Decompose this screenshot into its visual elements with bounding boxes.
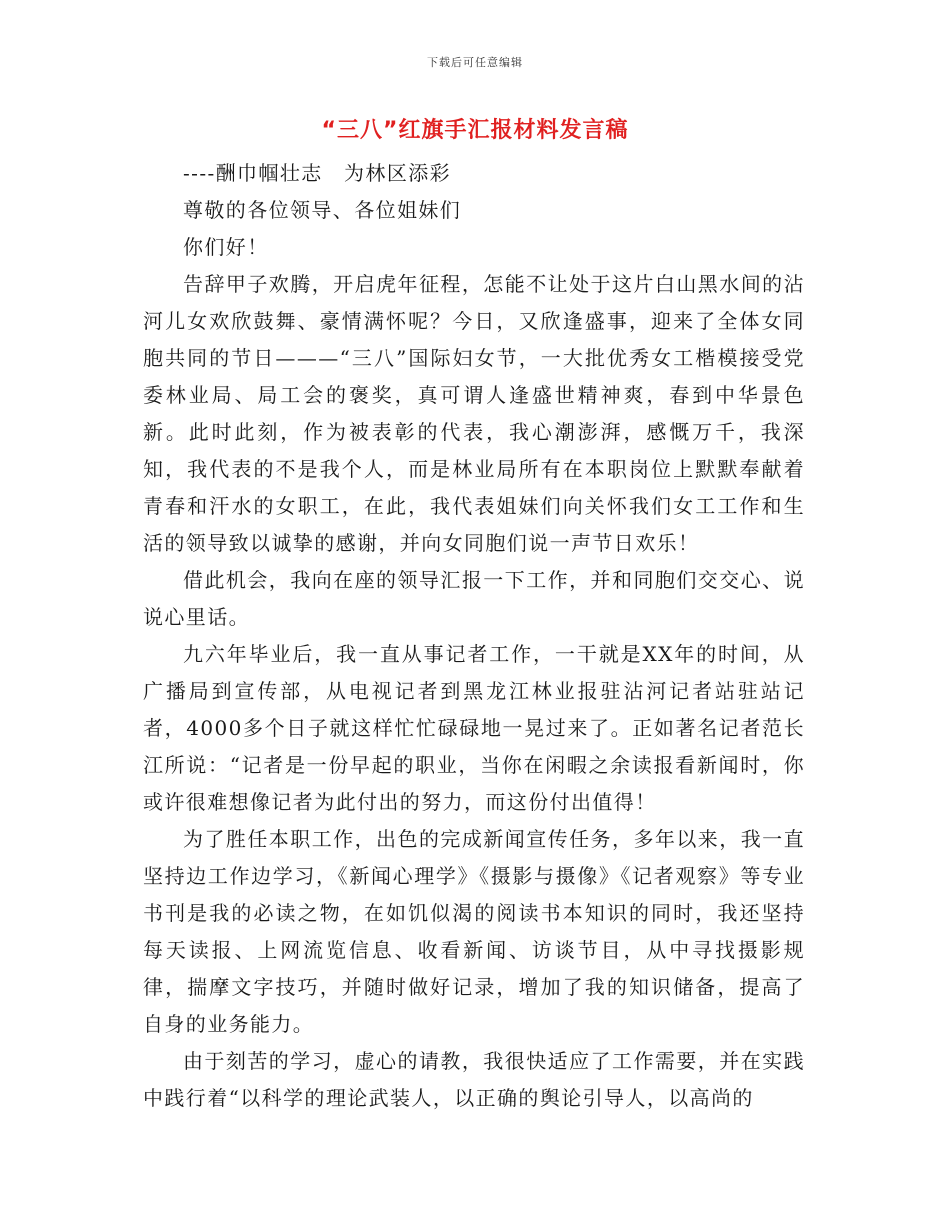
document-body — [143, 155, 805, 1117]
body-paragraph: 借此机会，我向在座的领导汇报一下工作，并和同胞们交交心、说说心里话。 — [143, 568, 805, 629]
document-title: “三八”红旗手汇报材料发言稿 — [321, 118, 629, 143]
body-paragraph: 由于刻苦的学习，虚心的请教，我很快适应了工作需要，并在实践中践行着“以科学的理论武装人，以正确的舆论引导人，以高尚的 — [143, 1049, 805, 1110]
body-paragraph: 告辞甲子欢腾，开启虎年征程，怎能不让处于这片白山黑水间的沾河儿女欢欣鼓舞、豪情满怀呢？今日，又欣逢盛事，迎来了全体女同胞共同的节日———“三八”国际妇女节，一大批优秀女工楷模接受党委林业局、局工会的褒奖，真可谓人逢盛世精神爽，春到中华景色新。此时此刻，作为被表彰的代表，我心潮澎湃，感慨万千，我深知，我代表的不是我个人，而是林业局所有在本职岗位上默默奉献着青春和汗水的女职工，在此，我代表姐妹们向关怀我们女工工作和生活的领导致以诚挚的感谢，并向女同胞们说一声节日欢乐！ — [143, 272, 805, 555]
subtitle-line: ----酬巾帼壮志 为林区添彩 — [183, 161, 452, 185]
greeting: 你们好！ — [183, 235, 269, 259]
header-note: 下载后可任意编辑 — [427, 56, 523, 69]
body-paragraph: 为了胜任本职工作，出色的完成新闻宣传任务，多年以来，我一直坚持边工作边学习，《新闻心理学》《摄影与摄像》《记者观察》等专业书刊是我的必读之物，在如饥似渴的阅读书本知识的同时，我还坚持每天读报、上网流览信息、收看新闻、访谈节目，从中寻找摄影规律，揣摩文字技巧，并随时做好记录，增加了我的知识储备，提高了自身的业务能力。 — [143, 827, 805, 1036]
body-paragraph: 九六年毕业后，我一直从事记者工作，一干就是XX年的时间，从广播局到宣传部，从电视记者到黑龙江林业报驻沾河记者站驻站记者，4000多个日子就这样忙忙碌碌地一晃过来了。正如著名记者范长江所说：“记者是一份早起的职业，当你在闲暇之余读报看新闻时，你或许很难想像记者为此付出的努力，而这份付出值得！ — [143, 642, 805, 814]
salutation: 尊敬的各位领导、各位姐妹们 — [183, 198, 462, 222]
